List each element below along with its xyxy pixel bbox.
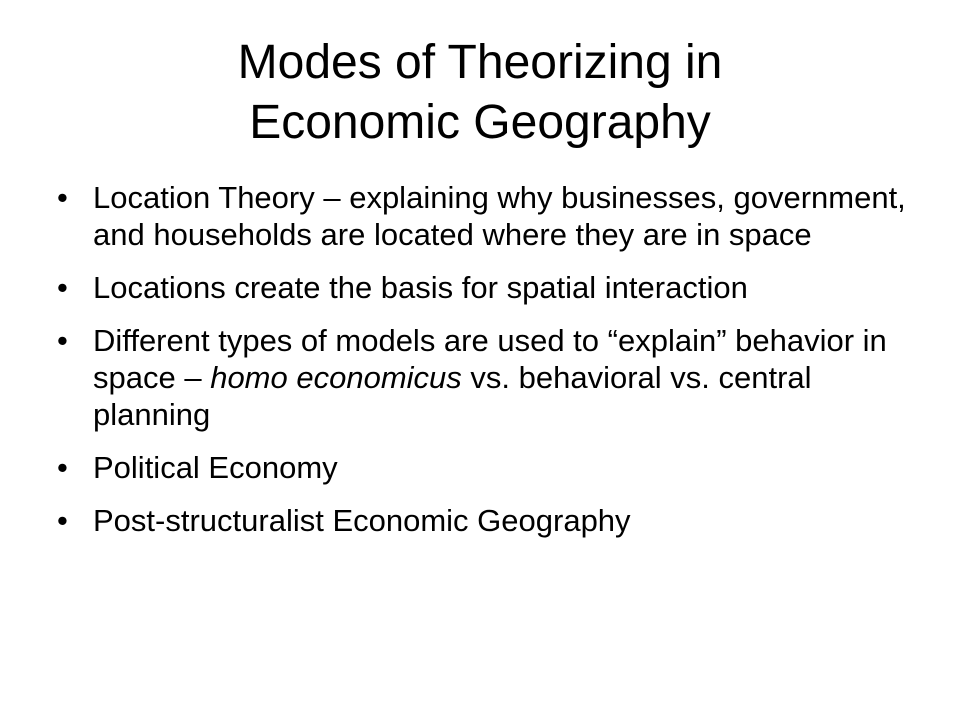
- bullet-item-spatial-interaction: [57, 269, 907, 306]
- bullet-text: Location Theory – explaining why businesses, government, and households are located where they are in space: [93, 180, 906, 252]
- bullet-text-italic: homo economicus: [210, 360, 462, 395]
- bullet-item-post-structuralist: [57, 502, 907, 539]
- bullet-text: Political Economy: [93, 450, 338, 485]
- slide-title: [0, 33, 960, 153]
- bullet-item-location-theory: [57, 179, 907, 253]
- bullet-dot-icon: •: [57, 503, 68, 538]
- bullet-dot-icon: •: [57, 450, 68, 485]
- bullet-item-political-economy: [57, 449, 907, 486]
- bullet-text-part: Different types of models are used to “explain” behavior in space –: [93, 323, 887, 395]
- slide-title-line-1: Modes of Theorizing in: [237, 36, 723, 89]
- bullet-dot-icon: •: [57, 323, 68, 358]
- bullet-text: [93, 323, 887, 432]
- bullet-dot-icon: •: [57, 180, 68, 215]
- bullet-text: Locations create the basis for spatial interaction: [93, 270, 748, 305]
- bullet-list: [57, 179, 907, 555]
- bullet-text-part: vs. behavioral vs. central planning: [93, 360, 812, 432]
- bullet-text: Post-structuralist Economic Geography: [93, 503, 631, 538]
- slide-title-line-2: Economic Geography: [249, 96, 711, 149]
- bullet-dot-icon: •: [57, 270, 68, 305]
- bullet-item-models: [57, 322, 907, 433]
